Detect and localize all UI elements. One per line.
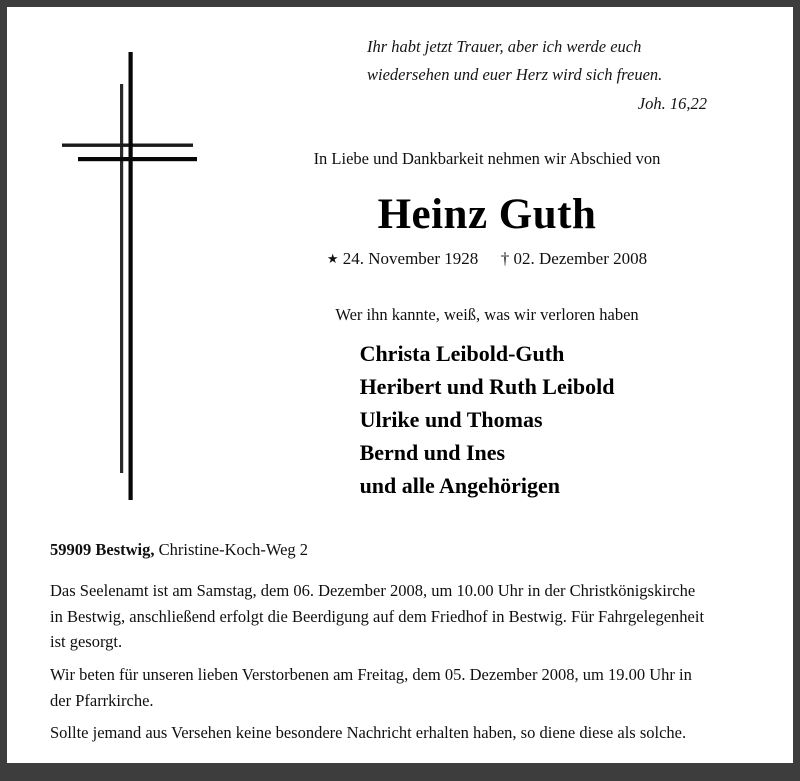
death-date: 02. Dezember 2008: [513, 249, 648, 268]
epigraph: [367, 33, 707, 118]
notice-page: [7, 7, 793, 763]
memory-line: Wer ihn kannte, weiß, was wir verloren haben: [335, 305, 639, 324]
epigraph-line-1: Ihr habt jetzt Trauer, aber ich werde euch: [367, 37, 642, 56]
mourner-line: Bernd und Ines: [359, 440, 506, 465]
birth-date: 24. November 1928: [342, 249, 479, 268]
mourner-line: Christa Leibold-Guth: [359, 341, 565, 366]
disclaimer-paragraph: Sollte jemand aus Versehen keine besondere Nachricht erhalten haben, so diene diese als solche.: [50, 723, 687, 742]
cross-icon: [7, 7, 237, 517]
death-dagger-icon: †: [500, 249, 510, 268]
service-paragraph: Das Seelenamt ist am Samstag, dem 06. Dezember 2008, um 10.00 Uhr in der Christkönigskirche in Bestwig, anschließend erfolgt die Beerdigung auf dem Friedhof in Bestwig. Für Fahrgelegenheit ist gesorgt.: [50, 581, 705, 651]
mourner-line: Ulrike und Thomas: [359, 407, 543, 432]
address-zip-city: 59909 Bestwig,: [50, 540, 155, 559]
mourners-list: [237, 337, 737, 502]
life-dates: [237, 249, 737, 269]
mourner-line: Heribert und Ruth Leibold: [359, 374, 615, 399]
lead-line: In Liebe und Dankbarkeit nehmen wir Abschied von: [313, 149, 661, 168]
mourner-line: und alle Angehörigen: [359, 473, 561, 498]
epigraph-line-2: wiedersehen und euer Herz wird sich freuen.: [367, 65, 663, 84]
address-street: Christine-Koch-Weg 2: [154, 540, 309, 559]
epigraph-reference: Joh. 16,22: [637, 94, 707, 113]
prayer-paragraph: Wir beten für unseren lieben Verstorbenen am Freitag, dem 05. Dezember 2008, um 19.00 Uhr in der Pfarrkirche.: [50, 665, 692, 710]
deceased-name: Heinz Guth: [377, 191, 597, 238]
mourners-block: [360, 337, 615, 502]
address-line: [50, 540, 308, 560]
birth-star-icon: ★: [326, 251, 339, 266]
